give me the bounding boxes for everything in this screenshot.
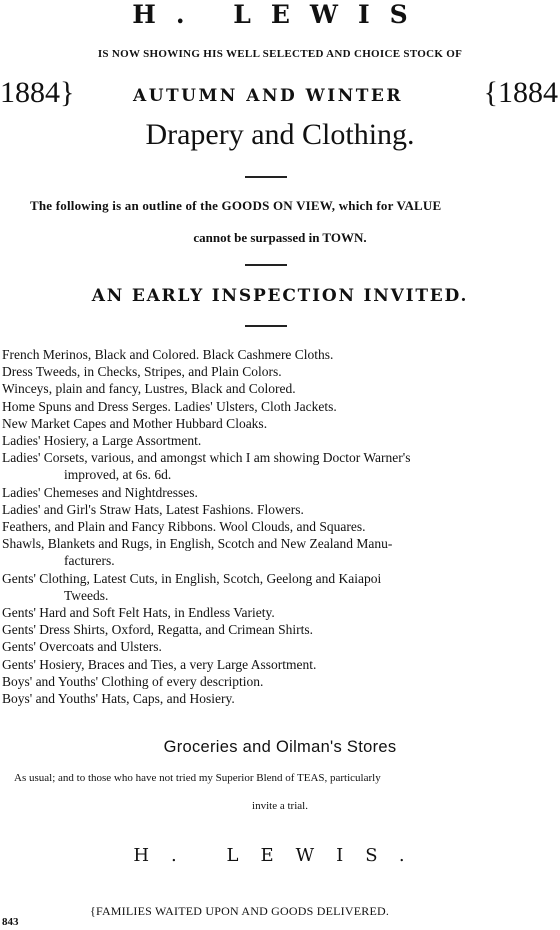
- list-item: Ladies' Hosiery, a Large Assortment.: [2, 433, 202, 449]
- intro-line-1: The following is an outline of the GOODS ON VIEW, which for VALUE: [30, 198, 442, 213]
- list-item: improved, at 6s. 6d.: [64, 467, 172, 483]
- list-item: Shawls, Blankets and Rugs, in English, Scotch and New Zealand Manu-: [2, 536, 393, 552]
- list-item: Dress Tweeds, in Checks, Stripes, and Plain Colors.: [2, 364, 282, 380]
- list-item: French Merinos, Black and Colored. Black Cashmere Cloths.: [2, 347, 334, 362]
- delivery-note: {FAMILIES WAITED UPON AND GOODS DELIVERED.: [90, 904, 390, 918]
- list-item: facturers.: [64, 553, 115, 569]
- list-item: Home Spuns and Dress Serges. Ladies' Ulsters, Cloth Jackets.: [2, 398, 337, 414]
- main-heading: Drapery and Clothing.: [145, 118, 415, 151]
- advertiser-name: H. LEWIS: [132, 0, 428, 29]
- list-item: Gents' Hard and Soft Felt Hats, in Endless Variety.: [2, 605, 275, 621]
- list-item: Feathers, and Plain and Fancy Ribbons. Wool Clouds, and Squares.: [2, 519, 366, 535]
- list-item: Ladies' and Girl's Straw Hats, Latest Fashions. Flowers.: [2, 501, 304, 517]
- season-heading: AUTUMN AND WINTER: [133, 86, 403, 106]
- year-right: {1884: [483, 76, 558, 109]
- intro-line-2: cannot be surpassed in TOWN.: [193, 230, 367, 245]
- list-item: Winceys, plain and fancy, Lustres, Black and Colored.: [2, 381, 296, 397]
- divider: [245, 264, 287, 266]
- groceries-heading: Groceries and Oilman's Stores: [163, 738, 397, 756]
- goods-list: [2, 346, 558, 707]
- list-item: Gents' Overcoats and Ulsters.: [2, 639, 162, 655]
- divider: [245, 325, 287, 327]
- page-number: 843: [2, 916, 19, 928]
- signature: H. LEWIS.: [133, 845, 427, 866]
- groceries-invite: invite a trial.: [252, 800, 308, 812]
- list-item: Tweeds.: [64, 587, 109, 603]
- groceries-text: As usual; and to those who have not tried my Superior Blend of TEAS, particularly: [14, 772, 381, 784]
- inspection-heading: AN EARLY INSPECTION INVITED.: [91, 286, 469, 306]
- list-item: Boys' and Youths' Clothing of every description.: [2, 673, 264, 689]
- list-item: Ladies' Corsets, various, and amongst which I am showing Doctor Warner's: [2, 450, 411, 466]
- divider: [245, 176, 287, 178]
- list-item: Gents' Clothing, Latest Cuts, in English, Scotch, Geelong and Kaiapoi: [2, 570, 382, 586]
- list-item: Gents' Hosiery, Braces and Ties, a very Large Assortment.: [2, 656, 317, 672]
- list-item: Boys' and Youths' Hats, Caps, and Hosiery.: [2, 691, 235, 707]
- list-item: Gents' Dress Shirts, Oxford, Regatta, and Crimean Shirts.: [2, 622, 314, 638]
- list-item: Ladies' Chemeses and Nightdresses.: [2, 484, 198, 500]
- stock-announcement: IS NOW SHOWING HIS WELL SELECTED AND CHOICE STOCK OF: [97, 48, 463, 60]
- year-left: 1884}: [0, 76, 75, 109]
- list-item: New Market Capes and Mother Hubbard Cloaks.: [2, 415, 268, 431]
